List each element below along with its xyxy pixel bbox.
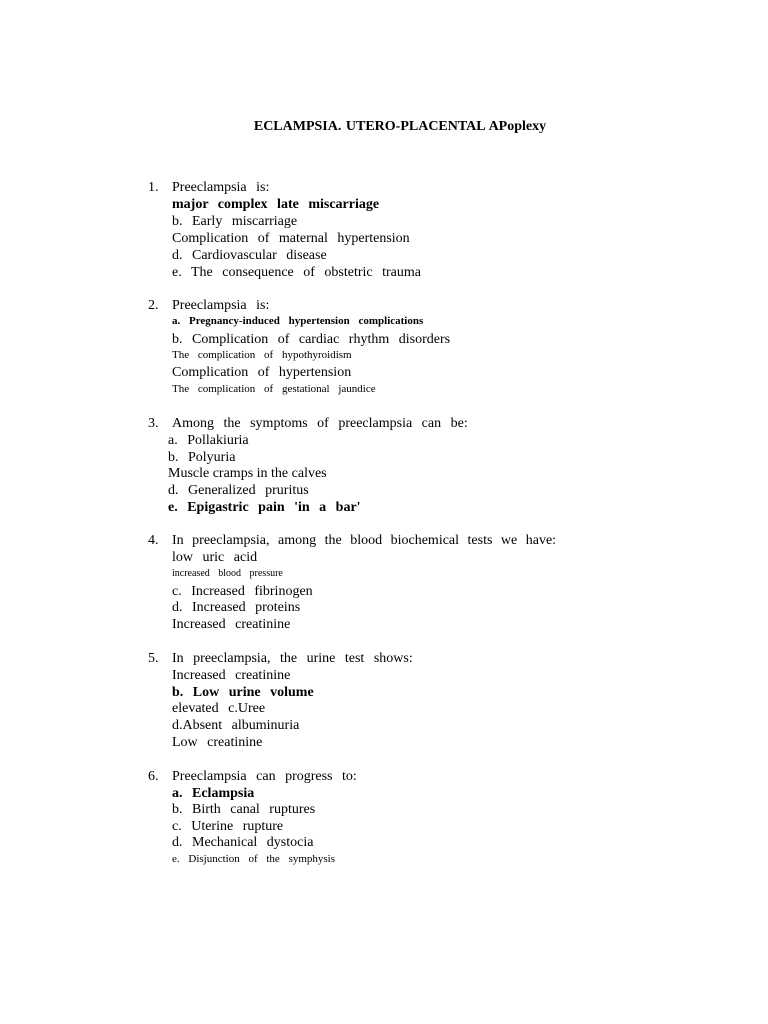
option-line: Increased creatinine bbox=[172, 668, 291, 683]
option-line: The complication of gestational jaundice bbox=[172, 383, 376, 395]
option-line: b. Birth canal ruptures bbox=[172, 802, 316, 817]
option-line: b. Low urine volume bbox=[172, 685, 314, 700]
option-line: a. Pregnancy-induced hypertension complications bbox=[172, 315, 424, 327]
option-line: b. Polyuria bbox=[168, 450, 236, 465]
question-stem: Preeclampsia can progress to: bbox=[172, 769, 357, 784]
option-line: Complication of hypertension bbox=[172, 365, 352, 380]
question-number: 1. bbox=[148, 180, 159, 195]
option-line: The complication of hypothyroidism bbox=[172, 349, 352, 361]
question-stem: In preeclampsia, the urine test shows: bbox=[172, 651, 413, 666]
question-stem: Among the symptoms of preeclampsia can be: bbox=[172, 416, 468, 431]
question-number: 2. bbox=[148, 298, 159, 313]
option-line: d. Increased proteins bbox=[172, 600, 301, 615]
question-number: 3. bbox=[148, 416, 159, 431]
option-line: b. Complication of cardiac rhythm disorders bbox=[172, 332, 451, 347]
option-line: e. The consequence of obstetric trauma bbox=[172, 265, 421, 280]
option-line: elevated c.Uree bbox=[172, 701, 266, 716]
option-line: d.Absent albuminuria bbox=[172, 718, 300, 733]
option-line: d. Generalized pruritus bbox=[168, 483, 309, 498]
document-title: ECLAMPSIA. UTERO-PLACENTAL APoplexy bbox=[253, 119, 547, 134]
option-line: a. Eclampsia bbox=[172, 786, 255, 801]
question-stem: In preeclampsia, among the blood biochemical tests we have: bbox=[172, 533, 557, 548]
option-line: b. Early miscarriage bbox=[172, 214, 298, 229]
option-line: low uric acid bbox=[172, 550, 258, 565]
option-line: Complication of maternal hypertension bbox=[172, 231, 410, 246]
option-line: major complex late miscarriage bbox=[172, 197, 380, 212]
option-line: a. Pollakiuria bbox=[168, 433, 249, 448]
question-stem: Preeclampsia is: bbox=[172, 180, 270, 195]
option-line: Increased creatinine bbox=[172, 617, 291, 632]
question-number: 6. bbox=[148, 769, 159, 784]
option-line: d. Cardiovascular disease bbox=[172, 248, 327, 263]
question-number: 4. bbox=[148, 533, 159, 548]
option-line: increased blood pressure bbox=[172, 568, 283, 579]
question-stem: Preeclampsia is: bbox=[172, 298, 270, 313]
option-line: d. Mechanical dystocia bbox=[172, 835, 314, 850]
question-number: 5. bbox=[148, 651, 159, 666]
option-line: c. Increased fibrinogen bbox=[172, 584, 313, 599]
option-line: c. Uterine rupture bbox=[172, 819, 284, 834]
option-line: e. Epigastric pain 'in a bar' bbox=[168, 500, 361, 515]
option-line: Muscle cramps in the calves bbox=[168, 466, 327, 481]
option-line: e. Disjunction of the symphysis bbox=[172, 853, 336, 865]
option-line: Low creatinine bbox=[172, 735, 263, 750]
